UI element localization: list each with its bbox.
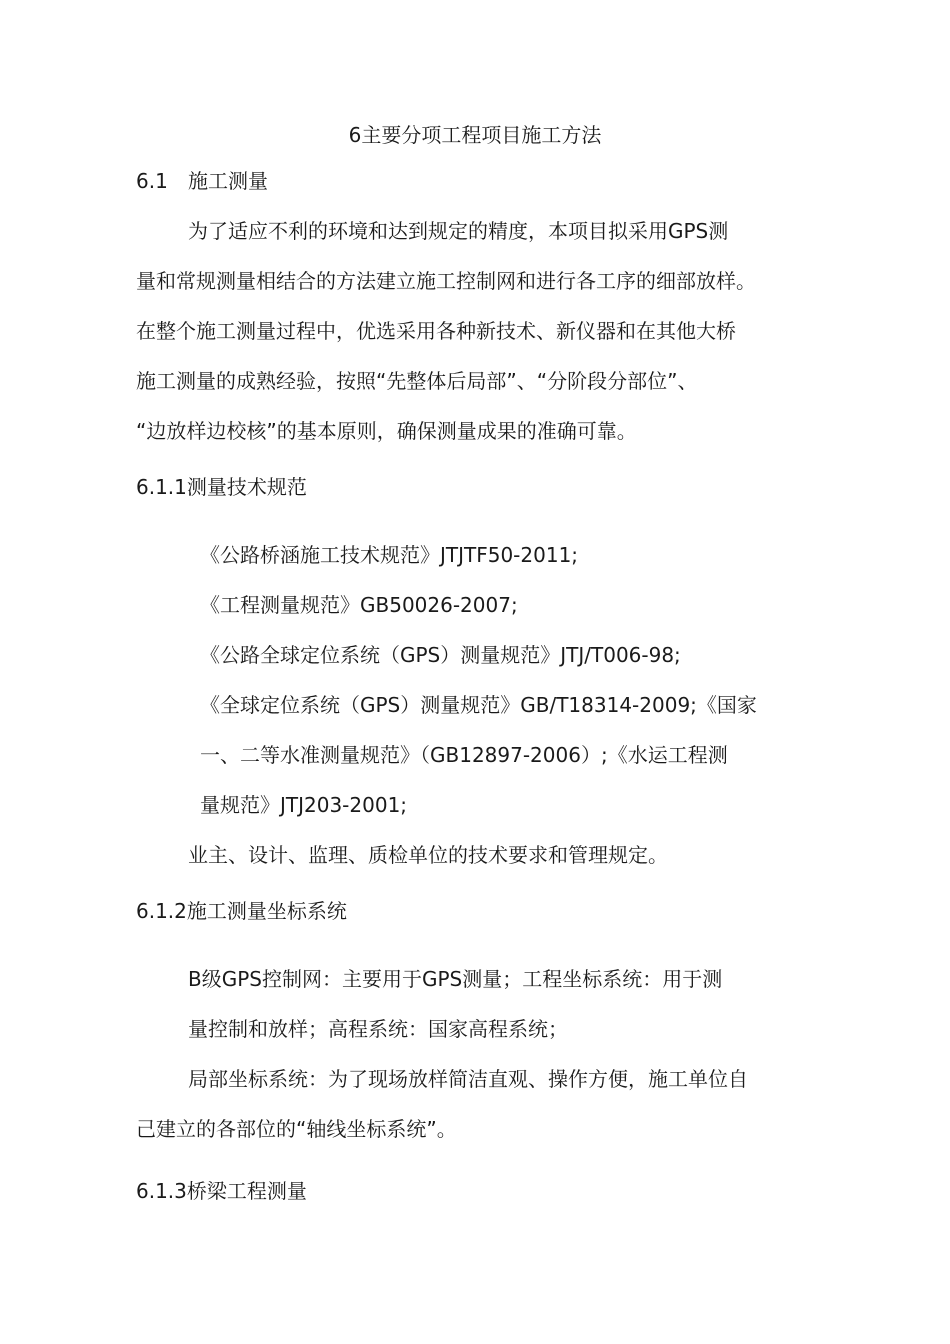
section-6-1-2-heading: 6.1.2施工测量坐标系统 xyxy=(136,899,347,923)
spec-line-2: 《工程测量规范》GB50026-2007; xyxy=(200,593,518,617)
owner-requirements-line: 业主、设计、监理、质检单位的技术要求和管理规定。 xyxy=(188,843,668,867)
spec-line-5: 一、二等水准测量规范》（GB12897-2006）;《水运工程测 xyxy=(200,743,728,767)
intro-line-2: 量和常规测量相结合的方法建立施工控制网和进行各工序的细部放样。 xyxy=(136,269,756,293)
local-coord-line-2: 己建立的各部位的“轴线坐标系统”。 xyxy=(136,1117,457,1141)
intro-line-1: 为了适应不利的环境和达到规定的精度，本项目拟采用GPS测 xyxy=(188,219,729,243)
intro-line-3: 在整个施工测量过程中，优选采用各种新技术、新仪器和在其他大桥 xyxy=(136,319,736,343)
spec-line-4: 《全球定位系统（GPS）测量规范》GB/T18314-2009;《国家 xyxy=(200,693,757,717)
section-6-1-number: 6.1 xyxy=(136,169,168,193)
intro-line-4: 施工测量的成熟经验，按照“先整体后局部”、“分阶段分部位”、 xyxy=(136,369,698,393)
document-title: 6主要分项工程项目施工方法 xyxy=(348,123,602,147)
intro-line-5: “边放样边校核”的基本原则，确保测量成果的准确可靠。 xyxy=(136,419,637,443)
coord-line-2: 量控制和放样；高程系统：国家高程系统； xyxy=(188,1017,568,1041)
section-6-1-1-heading: 6.1.1测量技术规范 xyxy=(136,475,307,499)
section-6-1-3-heading: 6.1.3桥梁工程测量 xyxy=(136,1179,307,1203)
spec-line-1: 《公路桥涵施工技术规范》JTJTF50-2011; xyxy=(200,543,579,567)
coord-line-1: B级GPS控制网：主要用于GPS测量；工程坐标系统：用于测 xyxy=(188,967,723,991)
local-coord-line-1: 局部坐标系统：为了现场放样简洁直观、操作方便，施工单位自 xyxy=(188,1067,748,1091)
spec-line-6: 量规范》JTJ203-2001; xyxy=(200,793,408,817)
section-6-1-label: 施工测量 xyxy=(188,169,268,193)
spec-line-3: 《公路全球定位系统（GPS）测量规范》JTJ/T006-98; xyxy=(200,643,681,667)
